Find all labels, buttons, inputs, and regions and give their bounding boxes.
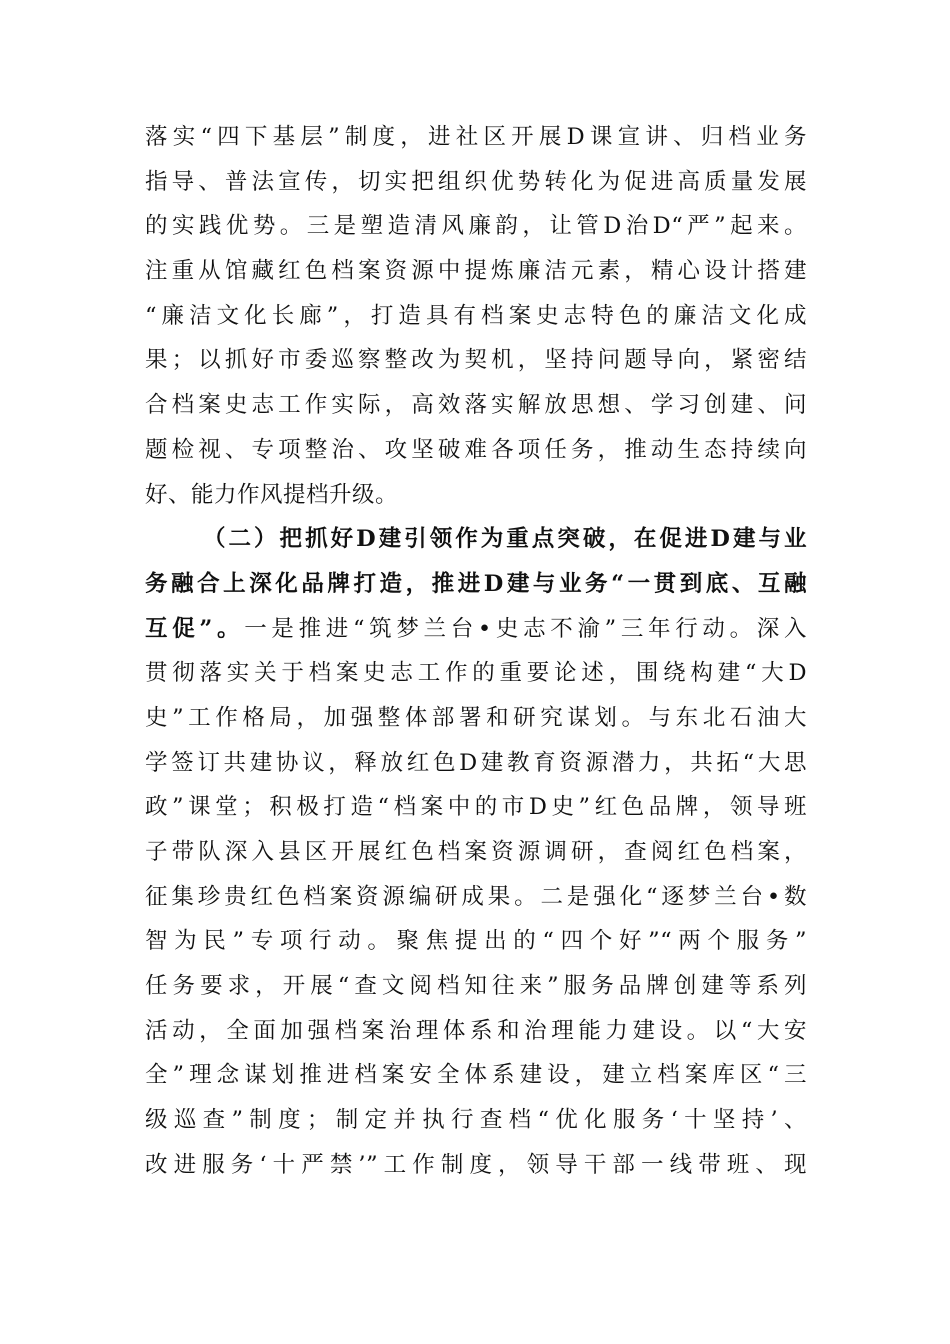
text-line: 活动，全面加强档案治理体系和治理能力建设。以“大安: [145, 1017, 807, 1044]
text-line: 任务要求，开展“查文阅档知往来”服务品牌创建等系列: [145, 973, 807, 1000]
text-line: 政”课堂；积极打造“档案中的市D史”红色品牌，领导班: [145, 794, 807, 821]
text-line: 子带队深入县区开展红色档案资源调研，查阅红色档案，: [145, 839, 807, 865]
text-line: 史”工作格局，加强整体部署和研究谋划。与东北石油大: [145, 704, 807, 731]
text-line-mixed: [145, 607, 807, 652]
paragraph-1: [145, 115, 807, 517]
text-line: 合档案史志工作实际，高效落实解放思想、学习创建、问: [145, 392, 807, 419]
text-line: 全”理念谋划推进档案安全体系建设，建立档案库区“三: [145, 1062, 807, 1089]
section-heading-line: （二）把抓好D建引领作为重点突破，在促进D建与业: [203, 526, 807, 553]
section-body-start: 一是推进“筑梦兰台•史志不渝”三年行动。深入: [244, 615, 807, 642]
text-line: 学签订共建协议，释放红色D建教育资源潜力，共拓“大思: [145, 749, 807, 776]
text-line: 贯彻落实关于档案史志工作的重要论述，围绕构建“大D: [145, 660, 807, 687]
section-heading-end: 互促”。: [145, 615, 245, 642]
section-heading-line: 务融合上深化品牌打造，推进D建与业务“一贯到底、互融: [145, 570, 807, 597]
text-line: 级巡查”制度；制定并执行查档“优化服务‘十坚持’、: [145, 1107, 807, 1134]
text-line: 落实“四下基层”制度，进社区开展D课宣讲、归档业务: [145, 124, 807, 150]
text-line: “廉洁文化长廊”，打造具有档案史志特色的廉洁文化成: [145, 302, 807, 329]
text-line: 注重从馆藏红色档案资源中提炼廉洁元素，精心设计搭建: [145, 258, 807, 285]
paragraph-2: [145, 517, 807, 1187]
text-line: 征集珍贵红色档案资源编研成果。二是强化“逐梦兰台•数: [145, 883, 807, 910]
document-body: [145, 115, 807, 1188]
text-line: 指导、普法宣传，切实把组织优势转化为促进高质量发展: [145, 168, 807, 195]
text-line: 果；以抓好市委巡察整改为契机，坚持问题导向，紧密结: [145, 347, 807, 374]
text-line: 题检视、专项整治、攻坚破难各项任务，推动生态持续向: [145, 436, 807, 463]
text-line: 智为民”专项行动。聚焦提出的“四个好”“两个服务”: [145, 928, 807, 955]
text-line: 改进服务‘十严禁’”工作制度，领导干部一线带班、现: [145, 1151, 807, 1178]
text-line: 的实践优势。三是塑造清风廉韵，让管D治D“严”起来。: [145, 213, 807, 240]
text-line-paragraph-end: 好、能力作风提档升级。: [145, 481, 399, 508]
